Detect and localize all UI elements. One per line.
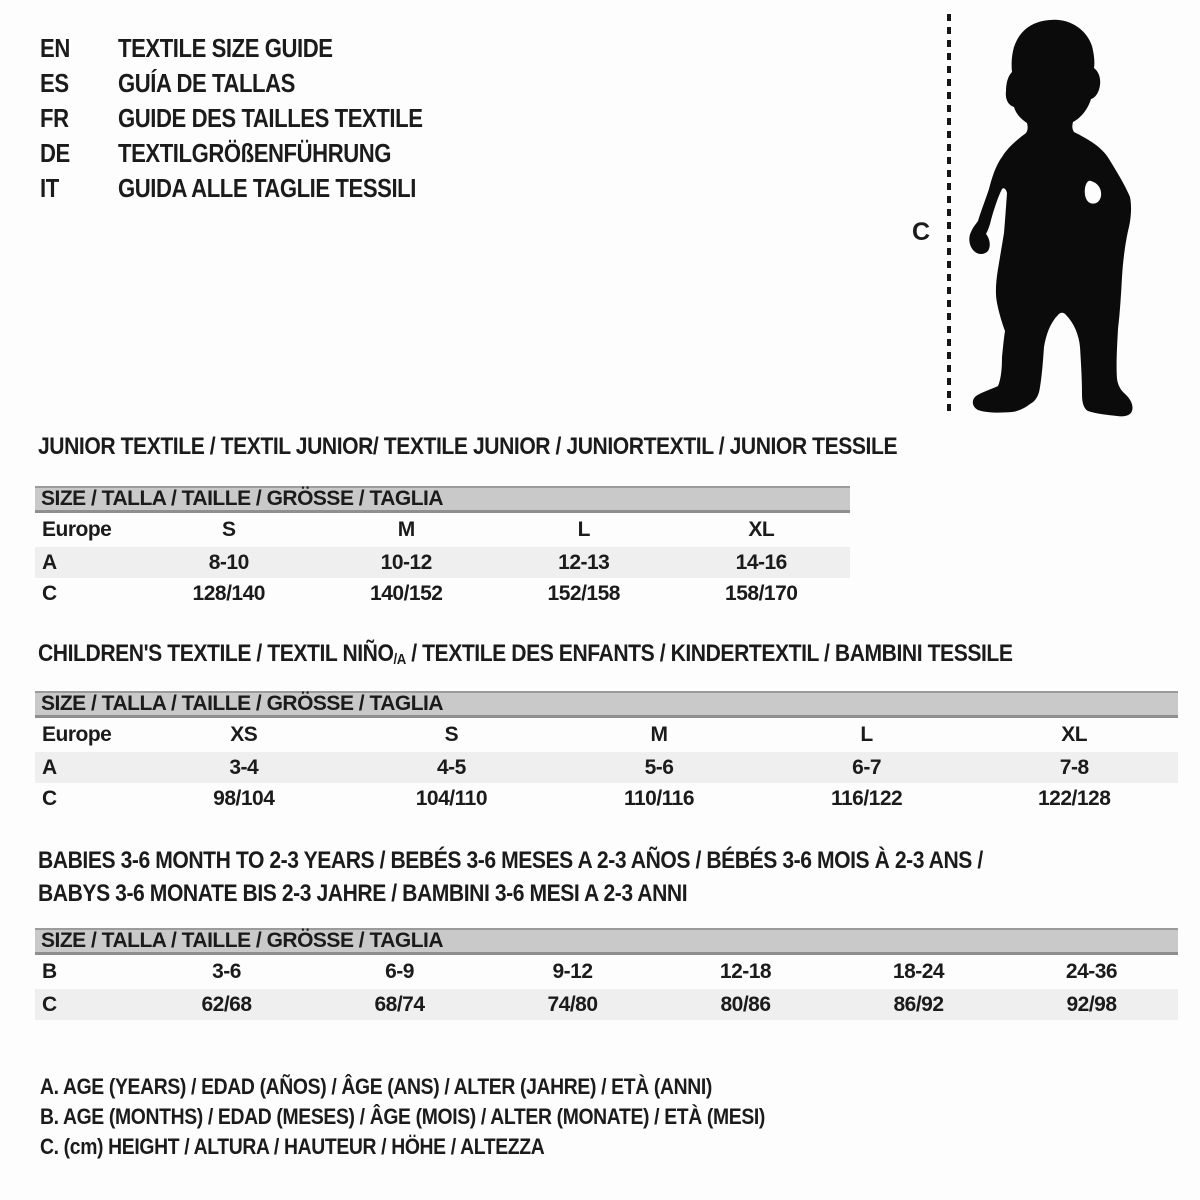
size-header-bar: SIZE / TALLA / TAILLE / GRÖSSE / TAGLIA	[35, 691, 1178, 718]
guide-title-es: GUÍA DE TALLAS	[118, 68, 295, 98]
height-measure-label: C	[912, 218, 931, 246]
language-code: FR	[40, 103, 69, 133]
row-label: C	[42, 992, 57, 1016]
height-cell: 116/122	[830, 786, 903, 810]
children-title-main: CHILDREN'S TEXTILE / TEXTIL NIÑO	[38, 640, 394, 667]
guide-title-it: GUIDA ALLE TAGLIE TESSILI	[118, 173, 416, 203]
height-cell: 74/80	[547, 992, 598, 1016]
table-row	[35, 547, 850, 578]
size-header-bar: SIZE / TALLA / TAILLE / GRÖSSE / TAGLIA	[35, 928, 1178, 955]
language-code: ES	[40, 68, 69, 98]
height-cell: 62/68	[201, 992, 252, 1016]
size-cell: XL	[1061, 723, 1088, 746]
age-cell: 12-13	[558, 550, 610, 574]
row-label: B	[42, 960, 57, 983]
language-row-fr	[40, 101, 476, 136]
height-cell: 104/110	[415, 786, 488, 810]
height-cell: 152/158	[547, 581, 620, 605]
height-cell: 86/92	[893, 992, 944, 1016]
height-cell: 128/140	[192, 581, 265, 605]
junior-size-table	[35, 486, 850, 609]
size-header-bar: SIZE / TALLA / TAILLE / GRÖSSE / TAGLIA	[35, 486, 850, 513]
language-row-it	[40, 171, 476, 206]
babies-size-table	[35, 928, 1178, 1020]
height-cell: 122/128	[1037, 786, 1111, 810]
language-code: EN	[40, 33, 70, 63]
age-cell: 8-10	[208, 550, 249, 574]
row-label: A	[42, 550, 57, 574]
age-cell: 3-6	[212, 960, 241, 983]
size-cell: S	[444, 723, 459, 746]
age-cell: 6-9	[385, 960, 414, 983]
age-cell: 14-16	[735, 550, 787, 574]
age-cell: 12-18	[719, 960, 772, 983]
guide-title-en: TEXTILE SIZE GUIDE	[118, 33, 333, 63]
row-label: Europe	[42, 518, 112, 541]
age-cell: 7-8	[1059, 755, 1089, 779]
babies-table-title-line1: BABIES 3-6 MONTH TO 2-3 YEARS / BEBÉS 3-6 MESES A 2-3 AÑOS / BÉBÉS 3-6 MOIS À 2-3 ANS /	[38, 847, 983, 874]
age-cell: 4-5	[436, 755, 466, 779]
row-label: C	[42, 581, 57, 605]
age-cell: 18-24	[892, 960, 945, 983]
age-cell: 9-12	[552, 960, 593, 983]
table-row	[35, 783, 1178, 814]
size-cell: XS	[230, 723, 258, 746]
legend-line-b: B. AGE (MONTHS) / EDAD (MESES) / ÂGE (MOIS) / ALTER (MONATE) / ETÀ (MESI)	[40, 1104, 766, 1129]
language-row-es	[40, 66, 476, 101]
size-cell: L	[577, 518, 590, 541]
height-dashed-line	[947, 14, 951, 416]
height-cell: 140/152	[370, 581, 443, 605]
language-code: IT	[40, 173, 59, 203]
language-row-en	[40, 31, 476, 66]
height-cell: 110/116	[623, 786, 695, 810]
size-cell: M	[397, 518, 415, 541]
children-size-table	[35, 691, 1178, 814]
children-title-rest: / TEXTILE DES ENFANTS / KINDERTEXTIL / BAMBINI TESSILE	[405, 640, 1013, 667]
size-cell: XL	[748, 518, 775, 541]
legend-line-a: A. AGE (YEARS) / EDAD (AÑOS) / ÂGE (ANS) / ALTER (JAHRE) / ETÀ (ANNI)	[40, 1074, 712, 1099]
babies-table-title-line2: BABYS 3-6 MONATE BIS 2-3 JAHRE / BAMBINI 3-6 MESI A 2-3 ANNI	[38, 880, 688, 907]
age-cell: 3-4	[229, 755, 259, 779]
children-title-subscript: /A	[393, 651, 406, 668]
height-cell: 92/98	[1066, 992, 1117, 1016]
table-row	[35, 955, 1178, 989]
height-cell: 80/86	[720, 992, 771, 1016]
size-cell: M	[650, 723, 668, 746]
legend	[40, 1072, 864, 1162]
table-row	[35, 513, 850, 547]
age-cell: 5-6	[644, 755, 674, 779]
size-cell: L	[860, 723, 873, 746]
age-cell: 10-12	[380, 550, 432, 574]
table-row	[35, 718, 1178, 752]
row-label: C	[42, 786, 57, 810]
language-title-list	[40, 31, 476, 206]
baby-silhouette-icon	[962, 16, 1142, 426]
guide-title-de: TEXTILGRÖßENFÜHRUNG	[118, 138, 392, 168]
table-row	[35, 989, 1178, 1020]
height-cell: 158/170	[725, 581, 798, 605]
junior-table-title: JUNIOR TEXTILE / TEXTIL JUNIOR/ TEXTILE JUNIOR / JUNIORTEXTIL / JUNIOR TESSILE	[38, 433, 898, 460]
guide-title-fr: GUIDE DES TAILLES TEXTILE	[118, 103, 423, 133]
height-cell: 98/104	[213, 786, 275, 810]
row-label: Europe	[42, 723, 112, 746]
language-code: DE	[40, 138, 70, 168]
table-row	[35, 752, 1178, 783]
age-cell: 6-7	[852, 755, 882, 779]
age-cell: 24-36	[1065, 960, 1118, 983]
language-row-de	[40, 136, 476, 171]
size-cell: S	[221, 518, 236, 541]
height-cell: 68/74	[374, 992, 425, 1016]
legend-line-c: C. (cm) HEIGHT / ALTURA / HAUTEUR / HÖHE / ALTEZZA	[40, 1134, 545, 1159]
row-label: A	[42, 755, 57, 779]
table-row	[35, 578, 850, 609]
children-table-title	[38, 641, 1013, 670]
